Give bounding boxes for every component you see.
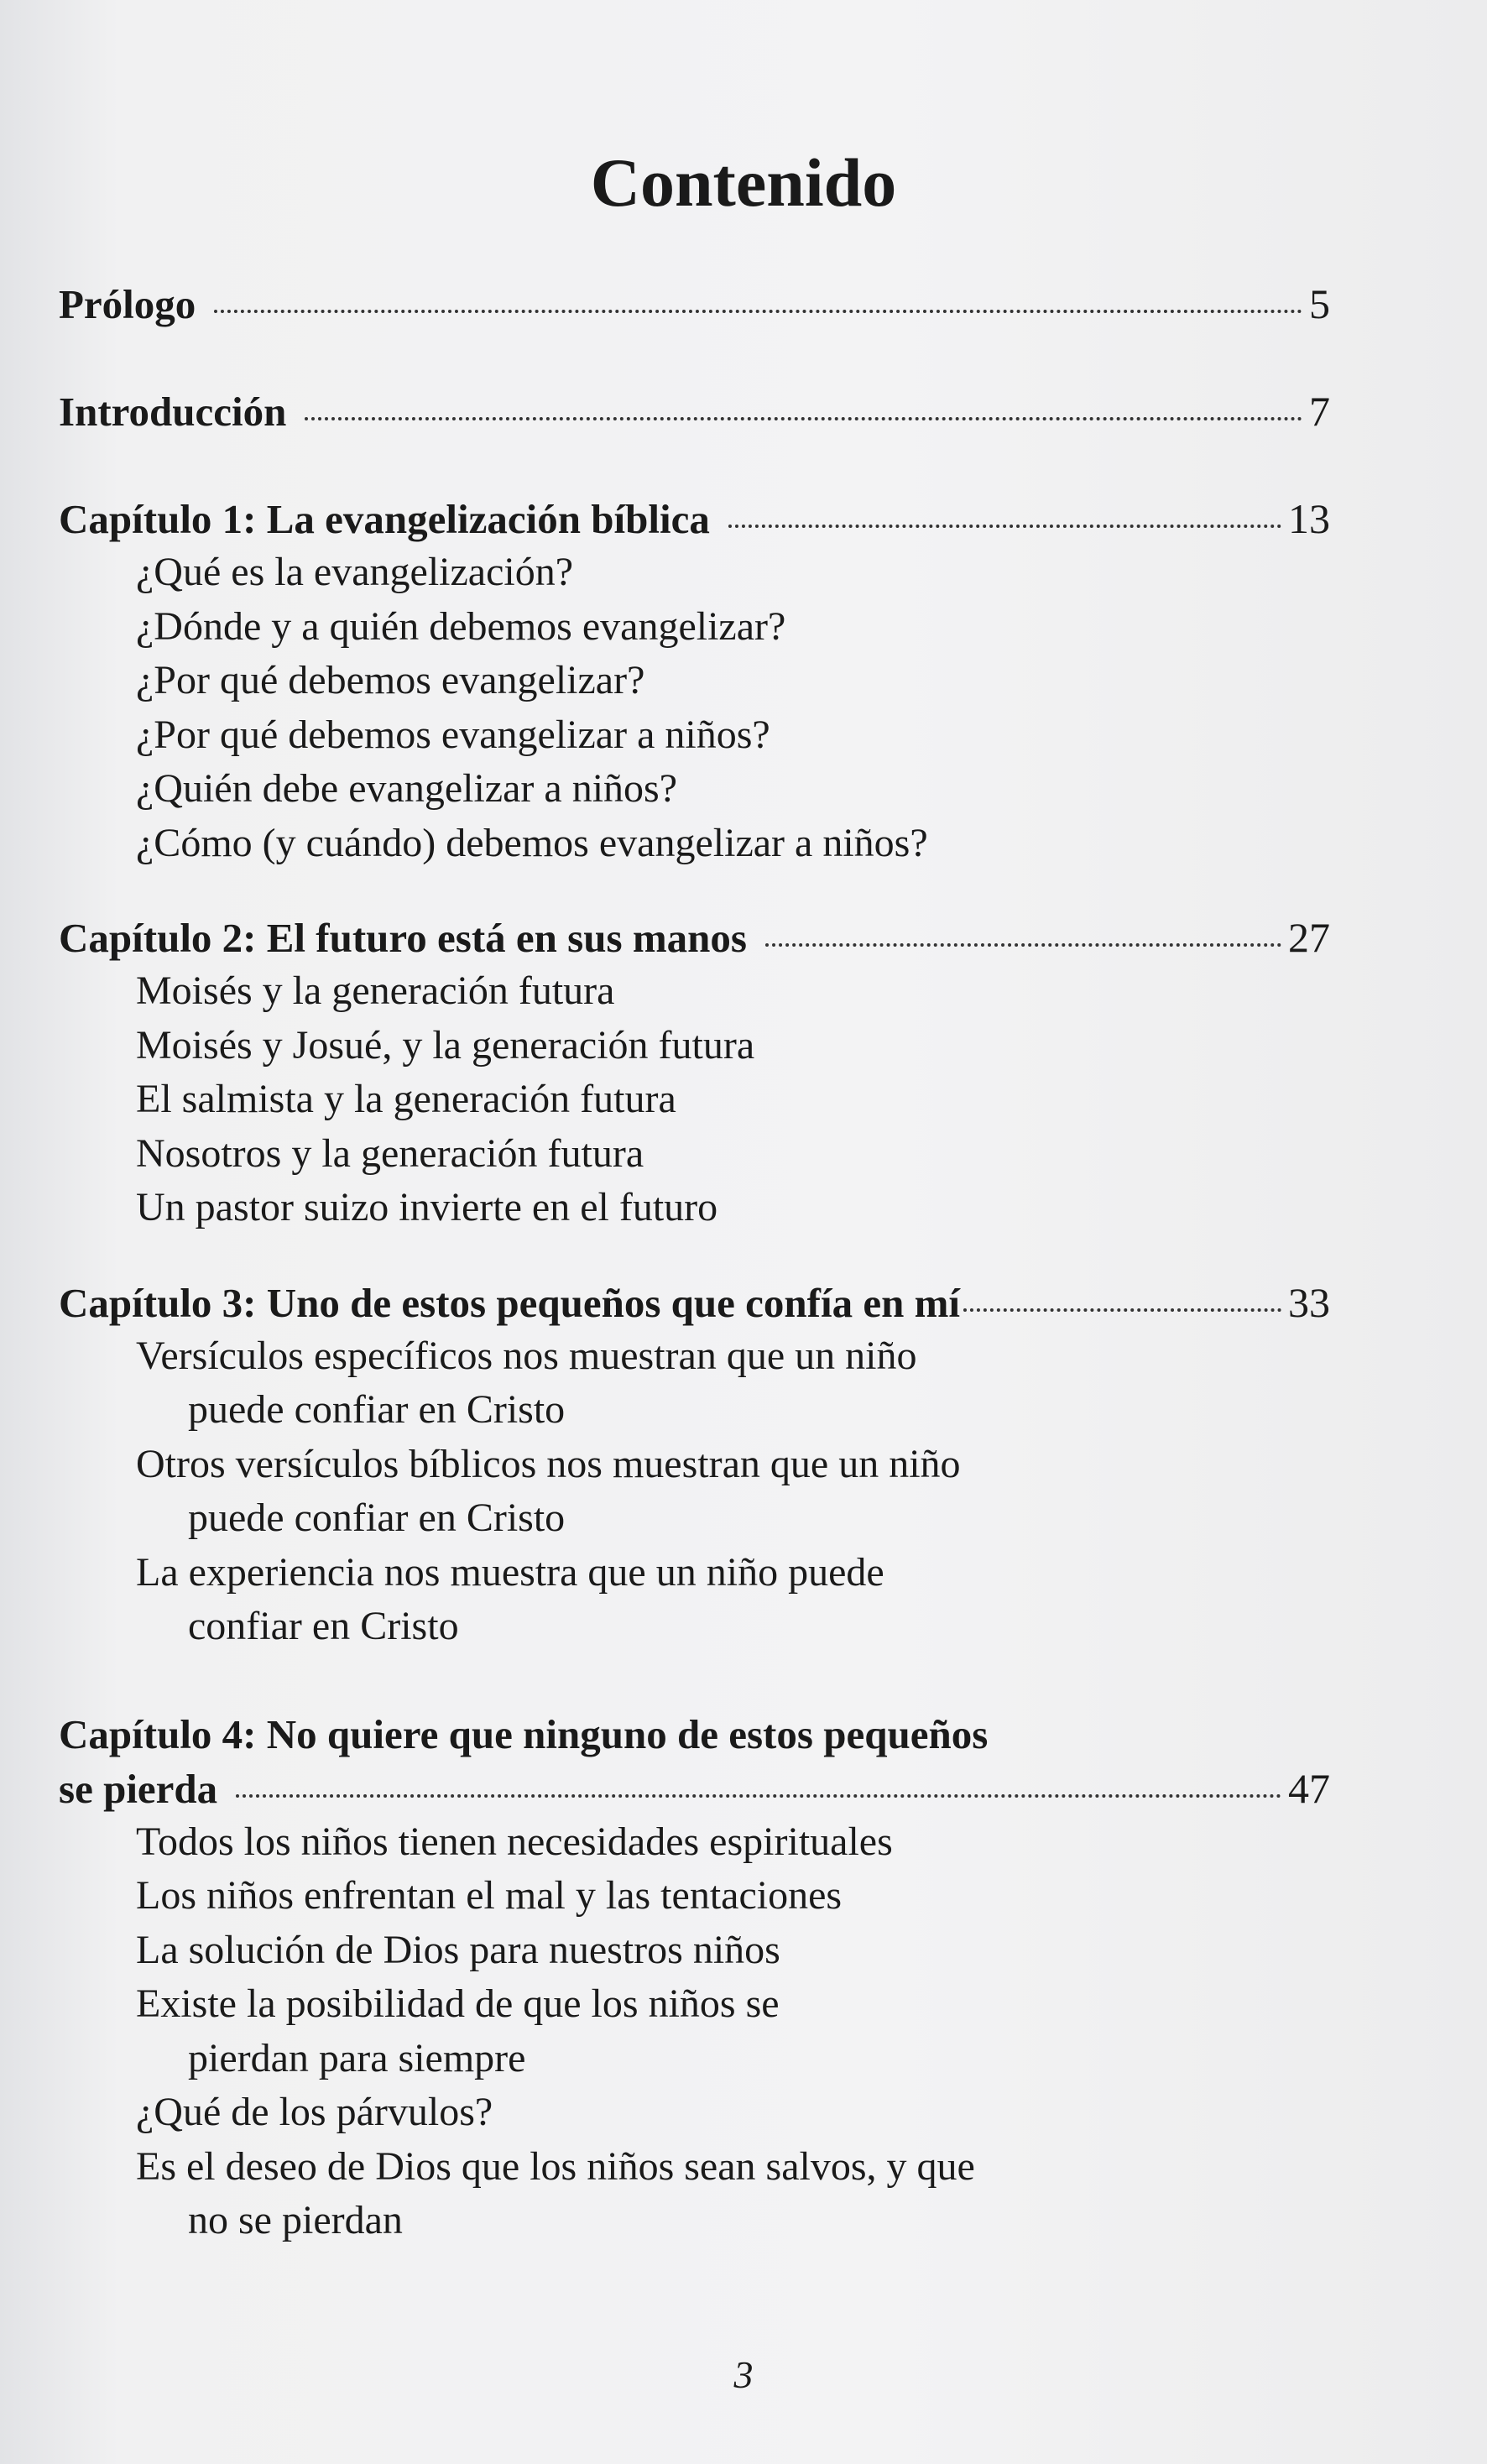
page-title: Contenido: [590, 144, 897, 221]
toc-entry-label: Prólogo: [59, 281, 196, 327]
chapter-title: Capítulo 4: No quiere que ninguno de estos pequeños: [59, 1710, 989, 1757]
chapter-title: Capítulo 3: Uno de estos pequeños que confía en mí: [59, 1279, 961, 1326]
toc-page-number: 47: [1288, 1764, 1330, 1812]
section-list: [59, 1329, 1330, 1654]
section-item: ¿Dónde y a quién debemos evangelizar?: [136, 603, 786, 649]
section-list: [59, 964, 1330, 1235]
section-item: El salmista y la generación futura: [136, 1077, 676, 1121]
chapter-title: Capítulo 2: El futuro está en sus manos: [59, 915, 747, 961]
section-text: Versículos específicos nos muestran que un niño: [136, 1333, 917, 1378]
chapter-title-continued: se pierda: [59, 1765, 218, 1812]
toc-chapter-3: [59, 1276, 1330, 1654]
section-list: [59, 1815, 1330, 2248]
dot-leader: [214, 310, 1302, 313]
section-text-continued: no se pierdan: [188, 2198, 403, 2242]
section-item: La solución de Dios para nuestros niños: [136, 1927, 780, 1972]
section-text: Otros versículos bíblicos nos muestran que un niño: [136, 1441, 961, 1486]
page-number: 3: [733, 2353, 754, 2396]
dot-leader: [765, 943, 1281, 947]
toc-page-number: 13: [1288, 495, 1330, 542]
section-item: ¿Por qué debemos evangelizar?: [136, 658, 645, 702]
section-item: ¿Qué de los párvulos?: [136, 2090, 493, 2134]
toc-entry-prologo: [59, 277, 1330, 331]
toc-page-number: 27: [1288, 914, 1330, 961]
section-item: Los niños enfrentan el mal y las tentaciones: [136, 1873, 843, 1918]
toc-chapter-4: [59, 1708, 1330, 2248]
dot-leader: [728, 525, 1281, 528]
section-item: Todos los niños tienen necesidades espirituales: [136, 1819, 893, 1864]
dot-leader: [236, 1794, 1281, 1798]
section-text: Existe la posibilidad de que los niños se: [136, 1981, 780, 2026]
section-text: Es el deseo de Dios que los niños sean salvos, y que: [136, 2143, 975, 2189]
section-item: [136, 1438, 1330, 1546]
section-item: Nosotros y la generación futura: [136, 1130, 644, 1176]
section-item: Moisés y la generación futura: [136, 968, 615, 1013]
section-item: [136, 2140, 1330, 2248]
section-list: [59, 546, 1330, 870]
section-text-continued: puede confiar en Cristo: [188, 1496, 566, 1540]
section-text: La experiencia nos muestra que un niño puede: [136, 1549, 884, 1595]
toc-page-number: 5: [1309, 280, 1330, 327]
toc-entry-label: Introducción: [59, 389, 287, 435]
section-item: Un pastor suizo invierte en el futuro: [136, 1185, 718, 1229]
dot-leader: [305, 417, 1302, 420]
toc-chapter-1: [59, 492, 1330, 870]
toc-page-number: 33: [1288, 1278, 1330, 1326]
table-of-contents: [59, 277, 1330, 2248]
dot-leader: [963, 1308, 1281, 1312]
section-item: [136, 1329, 1330, 1438]
section-text-continued: puede confiar en Cristo: [188, 1387, 566, 1432]
section-item: ¿Qué es la evangelización?: [136, 550, 574, 594]
section-item: ¿Cómo (y cuándo) debemos evangelizar a niños?: [136, 820, 928, 865]
section-item: [136, 1977, 1330, 2086]
section-text-continued: pierdan para siempre: [188, 2035, 526, 2080]
toc-chapter-2: [59, 911, 1330, 1235]
section-text-continued: confiar en Cristo: [188, 1604, 459, 1648]
toc-page-number: 7: [1309, 388, 1330, 435]
toc-entry-introduccion: [59, 384, 1330, 438]
section-item: ¿Por qué debemos evangelizar a niños?: [136, 712, 770, 757]
section-item: [136, 1546, 1330, 1654]
section-item: Moisés y Josué, y la generación futura: [136, 1022, 755, 1068]
chapter-title: Capítulo 1: La evangelización bíblica: [59, 496, 710, 542]
section-item: ¿Quién debe evangelizar a niños?: [136, 766, 678, 811]
